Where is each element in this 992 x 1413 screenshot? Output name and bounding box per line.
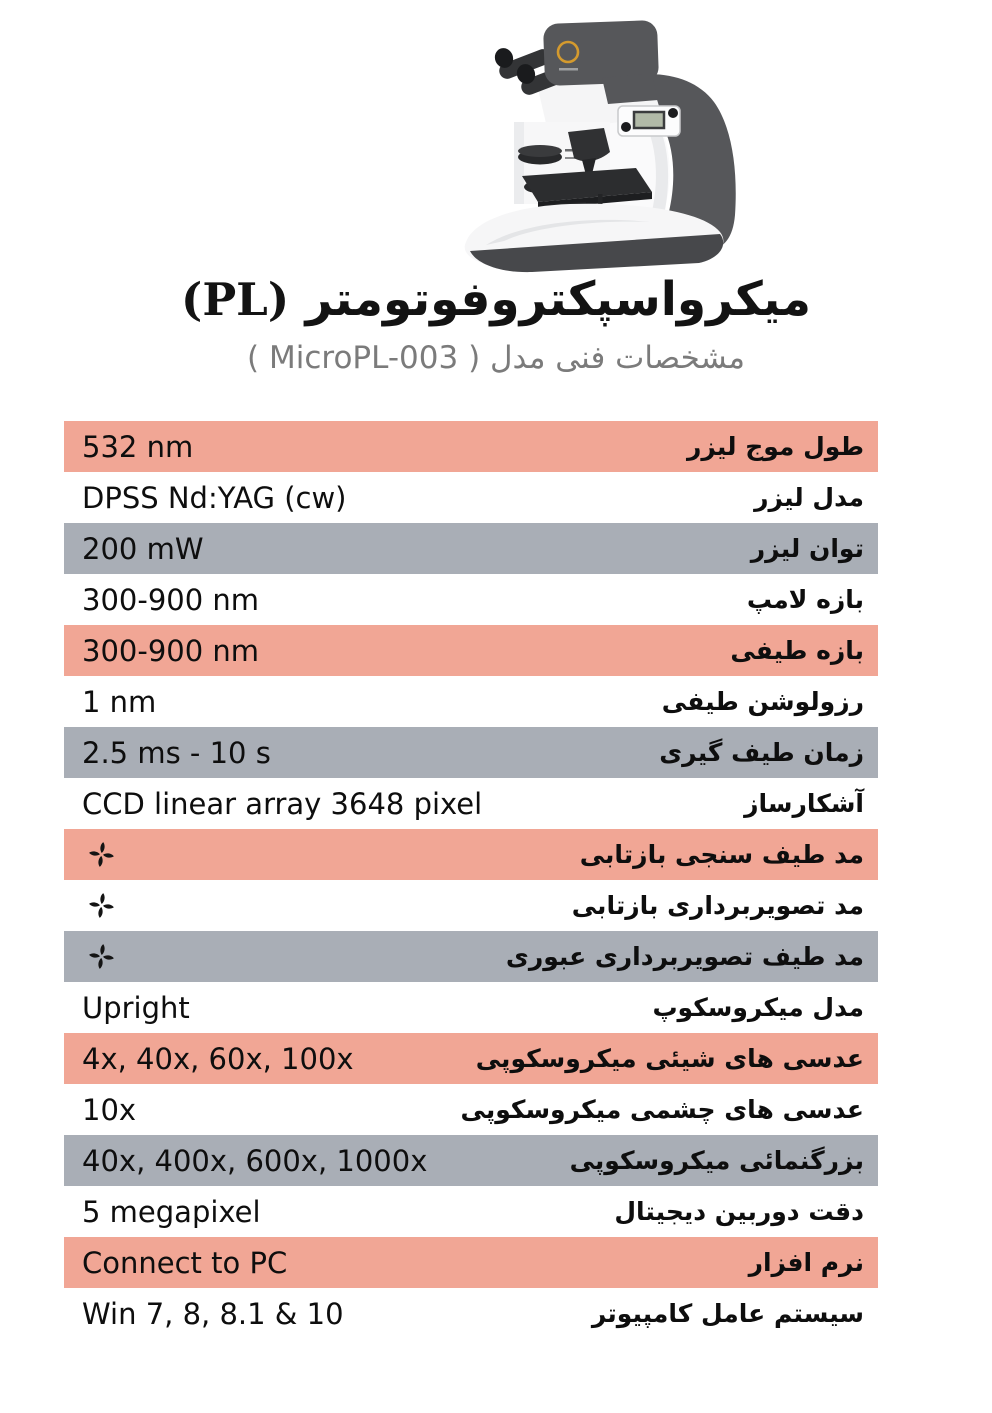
spec-row-objective-lenses — [64, 1033, 878, 1084]
spec-row-detector — [64, 778, 878, 829]
spec-row-operating-system — [64, 1288, 878, 1339]
spec-row-microscope-model — [64, 982, 878, 1033]
spec-label: بازه طیفی — [730, 636, 864, 665]
spec-row-acquisition-time — [64, 727, 878, 778]
spec-row-lamp-range — [64, 574, 878, 625]
spec-label: مد تصویربرداری بازتابی — [571, 891, 864, 920]
spec-label: دقت دوربین دیجیتال — [614, 1197, 864, 1226]
spec-row-camera-resolution — [64, 1186, 878, 1237]
spec-value: DPSS Nd:YAG (cw) — [82, 480, 347, 515]
spec-value: 40x, 400x, 600x, 1000x — [82, 1143, 428, 1178]
spec-value: 2.5 ms - 10 s — [82, 735, 271, 770]
spec-value: 1 nm — [82, 684, 157, 719]
spec-row-reflection-spectroscopy-mode — [64, 829, 878, 880]
spec-row-laser-wavelength — [64, 421, 878, 472]
spec-value: Connect to PC — [82, 1245, 288, 1280]
spec-row-magnification — [64, 1135, 878, 1186]
spec-row-reflection-imaging-mode — [64, 880, 878, 931]
spec-value: 532 nm — [82, 429, 194, 464]
spec-label: عدسی های شیئی میکروسکوپی — [475, 1044, 864, 1073]
spec-row-eyepiece-lenses — [64, 1084, 878, 1135]
page-title-farsi: میکرواسپکتروفوتومتر — [305, 272, 811, 327]
spec-label: بزرگنمائی میکروسکوپی — [569, 1146, 864, 1175]
four-petal-asterisk-icon — [64, 892, 115, 919]
spec-value: 4x, 40x, 60x, 100x — [82, 1041, 354, 1076]
spec-table — [64, 421, 878, 1339]
spec-row-laser-model — [64, 472, 878, 523]
spec-label: آشکارساز — [744, 789, 864, 818]
four-petal-asterisk-icon — [64, 943, 115, 970]
spec-value: 300-900 nm — [82, 582, 260, 617]
page-subtitle: مشخصات فنی مدل ( MicroPL-003 ) — [247, 340, 745, 376]
spec-label: مد طیف سنجی بازتابی — [579, 840, 864, 869]
spec-row-transmission-imaging-mode — [64, 931, 878, 982]
spec-value: Win 7, 8, 8.1 & 10 — [82, 1296, 344, 1331]
spec-value: 5 megapixel — [82, 1194, 261, 1229]
spec-row-laser-power — [64, 523, 878, 574]
spec-label: نرم افزار — [748, 1248, 864, 1277]
spec-value: 10x — [82, 1092, 137, 1127]
spec-label: رزولوشن طیفی — [661, 687, 864, 716]
spec-label: سیستم عامل کامپیوتر — [591, 1299, 864, 1328]
spec-label: زمان طیف گیری — [659, 738, 864, 767]
four-petal-asterisk-icon — [64, 841, 115, 868]
page-title — [0, 274, 992, 326]
spec-label: مد طیف تصویربرداری عبوری — [505, 942, 864, 971]
spec-row-software — [64, 1237, 878, 1288]
spec-row-spectral-resolution — [64, 676, 878, 727]
spec-label: توان لیزر — [750, 534, 864, 563]
spec-value: 300-900 nm — [82, 633, 260, 668]
microscope-product-image — [452, 10, 764, 276]
spec-value: Upright — [82, 990, 190, 1025]
page-title-latin: (PL) — [181, 273, 290, 326]
spec-label: بازه لامپ — [746, 585, 864, 614]
spec-label: مدل لیزر — [754, 483, 864, 512]
upright-microscope-illustration — [452, 10, 764, 276]
spec-value: CCD linear array 3648 pixel — [82, 786, 483, 821]
spec-value: 200 mW — [82, 531, 204, 566]
spec-label: مدل میکروسکوپ — [652, 993, 864, 1022]
spec-label: طول موج لیزر — [686, 432, 864, 461]
spec-row-spectral-range — [64, 625, 878, 676]
spec-label: عدسی های چشمی میکروسکوپی — [460, 1095, 864, 1124]
